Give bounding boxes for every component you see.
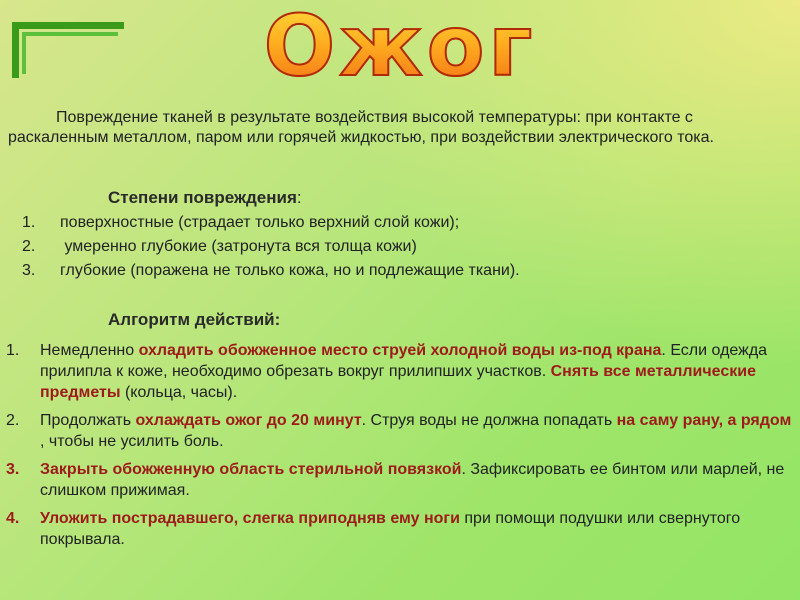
step-text: Продолжать xyxy=(40,412,136,429)
step-text: . Струя воды не должна попадать xyxy=(361,412,617,429)
list-item xyxy=(22,211,520,235)
list-number: 2. xyxy=(22,238,36,255)
page-title: Ожог xyxy=(0,0,800,96)
degrees-heading-text: Степени повреждения xyxy=(108,188,297,207)
list-item xyxy=(6,459,796,501)
list-item-text: умеренно глубокие (затронута вся толща кожи) xyxy=(60,238,417,255)
algorithm-list xyxy=(6,340,796,557)
list-number: 1. xyxy=(6,342,20,359)
list-number: 1. xyxy=(22,214,36,231)
list-item xyxy=(22,235,520,259)
list-number: 2. xyxy=(6,412,20,429)
intro-paragraph: Повреждение тканей в результате воздействия высокой температуры: при контакте с раскаленным металлом, паром или горячей жидкостью, при воздействии электрического тока. xyxy=(8,109,714,146)
list-number: 3. xyxy=(6,461,20,478)
step-highlight: охлаждать ожог до 20 минут xyxy=(135,412,362,429)
list-item-text: поверхностные (страдает только верхний слой кожи); xyxy=(60,214,460,231)
step-text: . Если одежда прилипла к коже, необходимо обрезать вокруг прилипших участков. xyxy=(40,342,768,380)
list-item-text: глубокие (поражена не только кожа, но и подлежащие ткани). xyxy=(60,262,520,279)
degrees-heading xyxy=(108,188,302,208)
list-item xyxy=(22,259,520,283)
step-highlight: Снять все металлические предметы xyxy=(40,363,756,401)
degrees-list xyxy=(22,211,520,283)
step-text: Немедленно xyxy=(40,342,139,359)
algorithm-heading: Алгоритм действий: xyxy=(108,310,281,329)
step-highlight: Уложить пострадавшего, слегка приподняв ему ноги xyxy=(40,510,460,527)
degrees-heading-colon: : xyxy=(296,188,302,207)
step-highlight: охладить обожженное место струей холодной воды из-под крана xyxy=(138,342,662,359)
list-number: 3. xyxy=(22,262,36,279)
list-item xyxy=(6,410,796,452)
step-highlight: на саму рану, а рядом xyxy=(616,412,792,429)
list-item xyxy=(6,340,796,403)
list-item xyxy=(6,508,796,550)
step-text: при помощи подушки или свернутого покрывала. xyxy=(40,510,741,548)
step-text: , чтобы не усилить боль. xyxy=(40,433,224,450)
step-text: . Зафиксировать ее бинтом или марлей, не слишком прижимая. xyxy=(40,461,785,499)
list-number: 4. xyxy=(6,510,20,527)
step-text: (кольца, часы). xyxy=(120,384,238,401)
step-highlight: Закрыть обожженную область стерильной повязкой xyxy=(40,461,462,478)
